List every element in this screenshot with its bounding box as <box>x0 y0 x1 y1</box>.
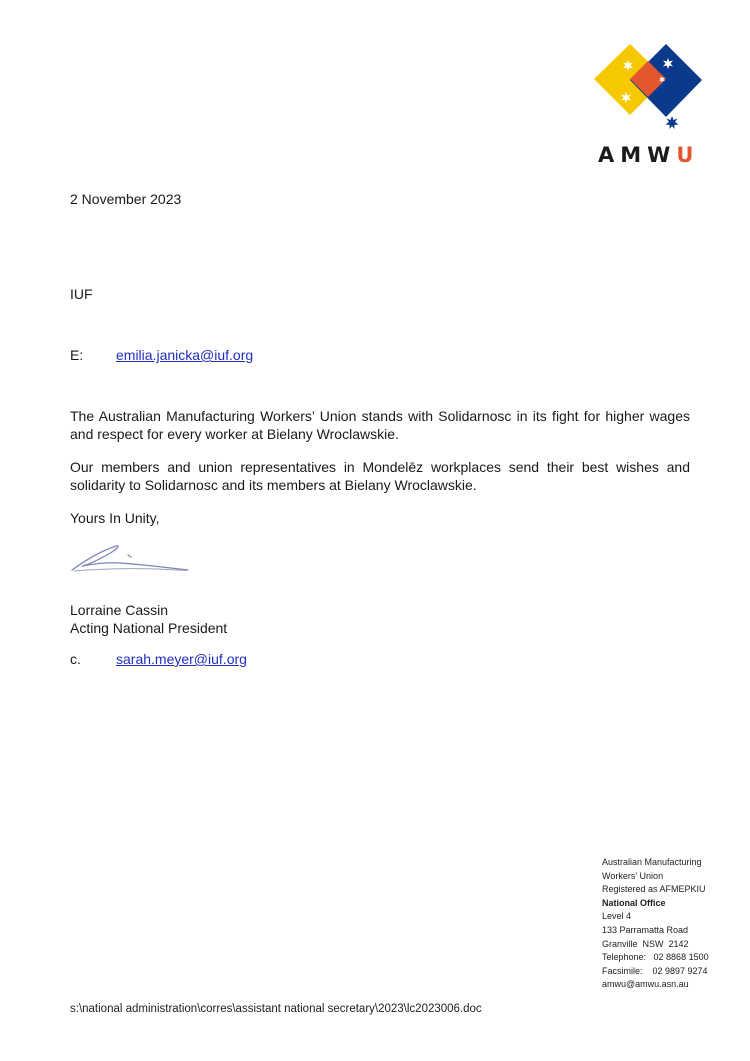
office-email: amwu@amwu.asn.au <box>602 979 689 990</box>
logo-text-amw: AMW <box>598 143 677 167</box>
telephone: Telephone: 02 8868 1500 <box>602 952 709 963</box>
letter-date: 2 November 2023 <box>70 191 182 207</box>
address-block <box>602 856 709 992</box>
office-heading: National Office <box>602 897 666 908</box>
signer-title: Acting National President <box>70 620 228 636</box>
address-line: Granville NSW 2142 <box>602 938 689 949</box>
file-path-footer: s:\national administration\corres\assistant national secretary\2023\lc2023006.doc <box>70 1003 482 1015</box>
facsimile: Facsimile: 02 9897 9274 <box>602 965 708 976</box>
address-line: Level 4 <box>602 911 632 922</box>
logo-wordmark <box>598 143 699 167</box>
star-icon <box>666 116 679 129</box>
closing: Yours In Unity, <box>70 510 160 526</box>
paragraph-2: Our members and union representatives in Mondelēz workplaces send their best wishes and solidarity to Solidarnosc and its members at Bielany Wroclawskie. <box>70 459 690 493</box>
cc-label: c. <box>70 651 81 667</box>
logo-text-u: U <box>676 143 700 167</box>
paragraph-1: The Australian Manufacturing Workers’ Union stands with Solidarnosc in its fight for higher wages and respect for every worker at Bielany Wroclawskie. <box>70 408 690 442</box>
recipient: IUF <box>70 286 93 302</box>
address-line: 133 Parramatta Road <box>602 924 689 935</box>
recipient-email-link[interactable]: emilia.janicka@iuf.org <box>116 347 254 363</box>
address-line: Workers' Union <box>602 870 664 881</box>
address-line: Australian Manufacturing <box>602 857 702 867</box>
cc-email-link[interactable]: sarah.meyer@iuf.org <box>116 651 247 667</box>
email-label: E: <box>70 347 84 363</box>
address-line: Registered as AFMEPKIU <box>602 884 706 895</box>
handwritten-signature-icon <box>68 540 193 575</box>
signer-name: Lorraine Cassin <box>70 602 169 618</box>
